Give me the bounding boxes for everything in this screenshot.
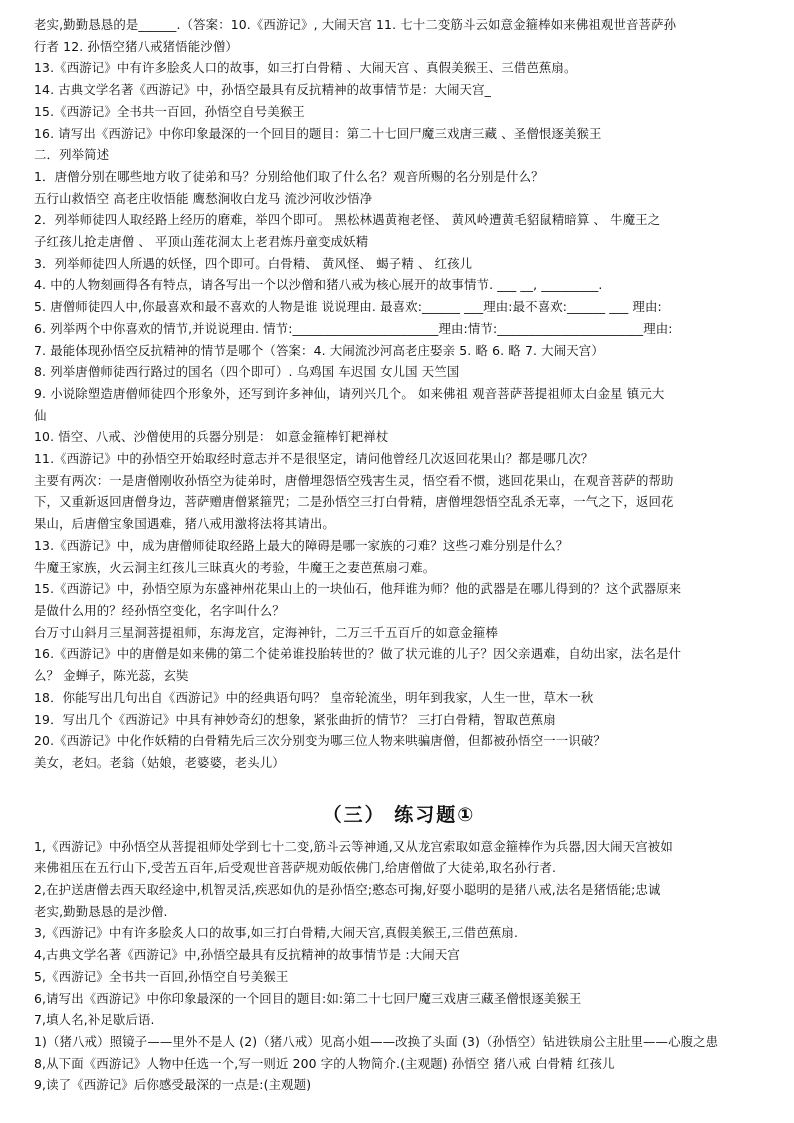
text-line: 牛魔王家族，火云洞主红孩儿三昧真火的考验，牛魔王之妻芭蕉扇刁难。 [34,559,436,575]
text-line: 下，又重新返回唐僧身边，菩萨赠唐僧紧箍咒；二是孙悟空三打白骨精，唐僧埋怨悟空乱杀无辜，一气之下，返回花 [34,494,674,510]
text-line: 台万寸山斜月三星洞菩提祖师，东海龙宫，定海神针，二万三千五百斤的如意金箍棒 [34,624,499,640]
text-line: 五行山救悟空 高老庄收悟能 鹰愁涧收白龙马 流沙河收沙悟净 [34,190,373,206]
document-page [34,14,764,1096]
text-line: 二．列举简述 [34,147,110,163]
text-line: 9,读了《西游记》后你感受最深的一点是:(主观题) [34,1077,312,1093]
text-line: 3,《西游记》中有许多脍炙人口的故事,如三打白骨精,大闹天宫,真假美猴王,三借芭蕉扇. [34,925,519,941]
text-line: 老实,勤勤恳恳的是______.（答案：10.《西游记》, 大闹天宫 11. 七十二变筋斗云如意金箍棒如来佛祖观世音菩萨孙 [34,17,677,32]
text-line: 3．列举师徒四人所遇的妖怪，四个即可。白骨精、 黄风怪、 蝎子精 、 红孩儿 [34,255,473,271]
text-line: 18．你能写出几句出自《西游记》中的经典语句吗？ 皇帝轮流坐，明年到我家，人生一世，草木一秋 [34,689,594,705]
text-line: 来佛祖压在五行山下,受苦五百年,后受观世音菩萨规劝皈依佛门,给唐僧做了大徒弟,取名孙行者. [34,860,557,876]
text-line: 9. 小说除塑造唐僧师徒四个形象外，还写到许多神仙，请列兴几个。 如来佛祖 观音菩萨菩提祖师太白金星 镇元大 [34,385,665,401]
text-line: 7,填人名,补足歇后语. [34,1012,155,1028]
text-line: 15.《西游记》中，孙悟空原为东盛神州花果山上的一块仙石，他拜谁为师？他的武器是在哪儿得到的？这个武器原来 [34,581,682,597]
text-line: 6,请写出《西游记》中你印象最深的一个回目的题目:如:第二十七回尸魔三戏唐三藏圣僧恨逐美猴王 [34,990,582,1006]
text-line: 16.《西游记》中的唐僧是如来佛的第二个徒弟谁投胎转世的？做了状元谁的儿子？因父亲遇难，自幼出家，法名是什 [34,646,682,662]
section-title: （三） 练习题① [322,803,476,826]
text-line: 美女，老妇。老翁（姑娘，老婆婆，老头儿） [34,754,285,770]
text-line: 13.《西游记》中，成为唐僧师徒取经路上最大的障碍是哪一家族的刁难？这些刁难分别是什么？ [34,537,569,553]
text-line: 果山，后唐僧宝象国遇难，猪八戒用激将法将其请出。 [34,516,335,532]
text-line: 么？ 金蝉子，陈光蕊，玄奘 [34,668,189,684]
exercise-section [34,836,764,1096]
text-line: 19．写出几个《西游记》中具有神妙奇幻的想象，紧张曲折的情节？ 三打白骨精，智取芭蕉扇 [34,711,556,727]
text-line: 仙 [34,407,47,423]
text-line: 1,《西游记》中孙悟空从菩提祖师处学到七十二变,筋斗云等神通,又从龙宫索取如意金箍棒作为兵器,因大闹天宫被如 [34,838,673,854]
text-line: 1)（猪八戒）照镜子——里外不是人 (2)（猪八戒）见高小姐——改换了头面 (3)（孙悟空）钻进铁扇公主肚里——心腹之患 [34,1033,719,1049]
text-line: 5,《西游记》全书共一百回,孙悟空自号美猴王 [34,968,289,984]
text-line: 7. 最能体现孙悟空反抗精神的情节是哪个（答案：4. 大闹流沙河高老庄娶亲 5. 略 6. 略 7. 大闹天宫） [34,342,604,358]
text-line: 8,从下面《西游记》人物中任选一个,写一则近 200 字的人物简介.(主观题) 孙悟空 猪八戒 白骨精 红孩儿 [34,1055,615,1071]
text-line: 20.《西游记》中化作妖精的白骨精先后三次分别变为哪三位人物来哄骗唐僧，但都被孙悟空一一识破？ [34,733,606,749]
text-line: 是做什么用的？经孙悟空变化，名字叫什么？ [34,602,285,618]
text-line: 6. 列举两个中你喜欢的情节,并说说理由. 情节:_______________________理由:情节:_______________________理由: [34,320,673,336]
text-line: 14. 古典文学名著《西游记》中，孙悟空最具有反抗精神的故事情节是：大闹天宫_ [34,82,491,98]
text-line: 16. 请写出《西游记》中你印象最深的一个回目的题目：第二十七回尸魔三戏唐三藏 、圣僧恨逐美猴王 [34,125,602,141]
text-line: 4. 中的人物刻画得各有特点，请各写出一个以沙僧和猪八戒为核心展开的故事情节. ___ __, _________. [34,277,603,293]
text-line: 2,在护送唐僧去西天取经途中,机智灵活,疾恶如仇的是孙悟空;憨态可掬,好耍小聪明的是猪八戒,法名是猪悟能;忠诚 [34,882,661,898]
text-line: 主要有两次：一是唐僧刚收孙悟空为徒弟时，唐僧埋怨悟空残害生灵，悟空看不惯，逃回花果山，在观音菩萨的帮助 [34,472,674,488]
text-line: 15.《西游记》全书共一百回，孙悟空自号美猴王 [34,103,305,119]
text-line: 子红孩儿抢走唐僧 、 平顶山莲花洞太上老君炼丹童变成妖精 [34,234,369,250]
text-line: 11.《西游记》中的孙悟空开始取经时意志并不是很坚定，请问他曾经几次返回花果山？都是哪几次？ [34,451,594,467]
text-line: 13.《西游记》中有许多脍炙人口的故事，如三打白骨精 、大闹天宫 、真假美猴王、三借芭蕉扇。 [34,60,577,76]
answer-section [34,14,764,774]
text-line: 10. 悟空、八戒、沙僧使用的兵器分别是： 如意金箍棒钉耙禅杖 [34,429,389,445]
text-line: 行者 12. 孙悟空猪八戒猪悟能沙僧） [34,38,238,54]
text-line: 8. 列举唐僧师徒西行路过的国名（四个即可）. 乌鸡国 车迟国 女儿国 天竺国 [34,364,460,380]
text-line: 1．唐僧分别在哪些地方收了徒弟和马？分别给他们取了什么名？观音所赐的名分别是什么？ [34,168,544,184]
text-line: 老实,勤勤恳恳的是沙僧. [34,903,168,919]
text-line: 2．列举师徒四人取经路上经历的磨难，举四个即可。 黑松林遇黄袍老怪、 黄风岭遭黄毛貂鼠精暗算 、 牛魔王之 [34,212,661,228]
text-line: 4,古典文学名著《西游记》中,孙悟空最具有反抗精神的故事情节是 :大闹天宫 [34,947,460,963]
text-line: 5. 唐僧师徒四人中,你最喜欢和最不喜欢的人物是谁 说说理由. 最喜欢:______ ___理由:最不喜欢:______ ___ 理由: [34,299,662,315]
